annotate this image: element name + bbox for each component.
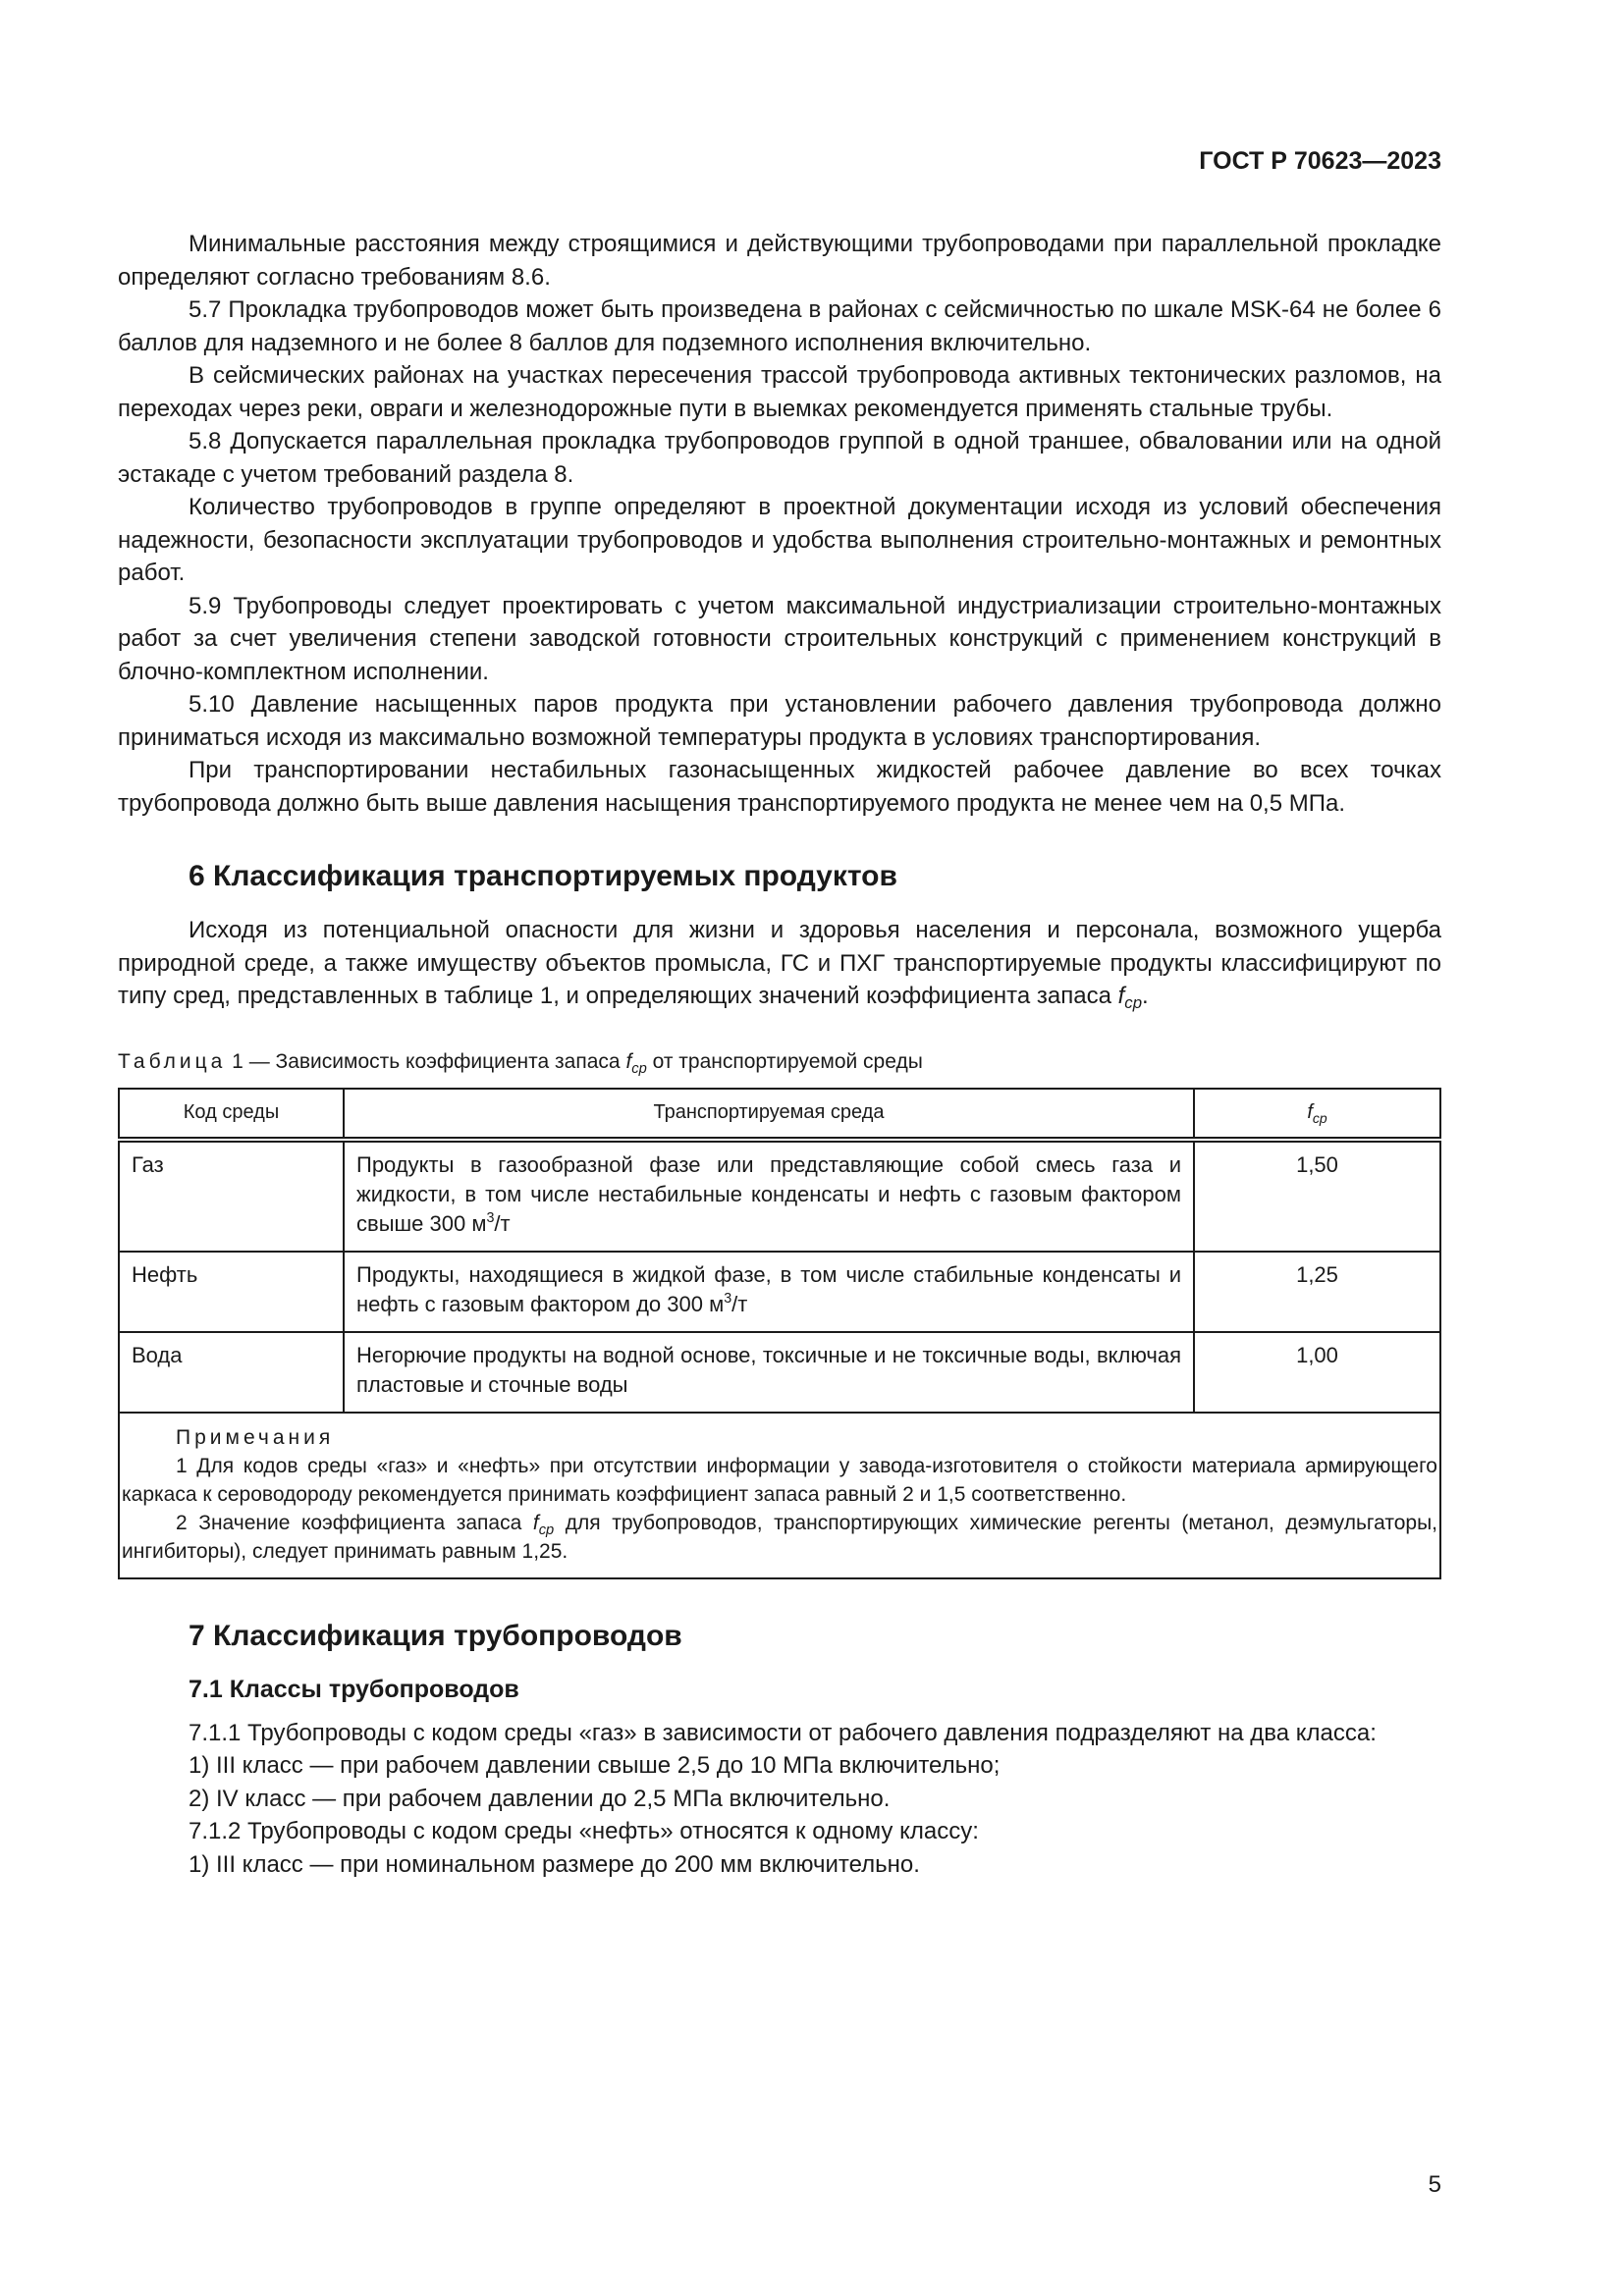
desc-text: Продукты в газообразной фазе или представляющие собой смесь газа и жидкости, в том числе нестабильные конденсаты и нефть с газовым фактором свыше 300 м (356, 1151, 1181, 1236)
cell-code: Нефть (119, 1252, 344, 1332)
superscript: 3 (486, 1209, 495, 1226)
paragraph: 2) IV класс — при рабочем давлении до 2,5 МПа включительно. (189, 1785, 891, 1812)
cell-desc: Негорючие продукты на водной основе, токсичные и не токсичные воды, включая пластовые и сточные воды (344, 1332, 1194, 1413)
cell-code: Вода (119, 1332, 344, 1413)
coefficient-table (118, 1088, 1441, 1579)
paragraph: 1) III класс — при номинальном размере до 200 мм включительно. (189, 1850, 920, 1878)
note-2 (122, 1509, 1437, 1566)
unit: /т (731, 1291, 748, 1316)
note-1: 1 Для кодов среды «газ» и «нефть» при отсутствии информации у завода-изготовителя о стойкости материала армирующего каркаса к сероводороду рекомендуется принимать коэффициент запаса равный 2 и 1,5 соответственно. (122, 1454, 1437, 1506)
symbol-f: f (1307, 1100, 1313, 1123)
symbol-f: f (1117, 983, 1125, 1009)
symbol-f: f (625, 1049, 632, 1073)
paragraph-text: Исходя из потенциальной опасности для жизни и здоровья населения и персонала, возможного ущерба природной среде, а также имуществу объектов промысла, ГС и ПХГ транспортируемые продукты классифицируют по типу сред, представленных в таблице 1, и определяющих значений коэффициента запаса (118, 917, 1441, 1009)
table-notes (119, 1413, 1440, 1578)
paragraph: Минимальные расстояния между строящимися и действующими трубопроводами при параллельной прокладке определяют согласно требованиям 8.6. (118, 231, 1441, 291)
symbol-sub: ср (538, 1522, 555, 1538)
page-body (118, 228, 1441, 1881)
superscript: 3 (724, 1290, 732, 1307)
note-text: 2 Значение коэффициента запаса (176, 1511, 533, 1534)
paragraph: 5.9 Трубопроводы следует проектировать с учетом максимальной индустриализации строительно-монтажных работ за счет увеличения степени заводской готовности строительных конструкций с применением конструкций в блочно-комплектном исполнении. (118, 592, 1441, 685)
cell-value: 1,25 (1194, 1252, 1440, 1332)
symbol-sub: ср (1124, 993, 1143, 1012)
header-fcp (1194, 1089, 1440, 1140)
notes-title: Примечания (176, 1425, 335, 1449)
desc-text: Продукты, находящиеся в жидкой фазе, в том числе стабильные конденсаты и нефть с газовым фактором до 300 м (356, 1261, 1181, 1316)
cell-desc (344, 1252, 1194, 1332)
subsection-7-1-heading: 7.1 Классы трубопроводов (189, 1675, 519, 1703)
symbol-sub: ср (631, 1060, 647, 1077)
page-number: 5 (1428, 2171, 1441, 2198)
table-header-row (119, 1089, 1440, 1140)
symbol-f: f (532, 1511, 539, 1534)
paragraph: 1) III класс — при рабочем давлении свыше 2,5 до 10 МПа включительно; (189, 1752, 1001, 1779)
table-notes-row (119, 1413, 1440, 1578)
section-6-heading: 6 Классификация транспортируемых продуктов (189, 860, 897, 892)
paragraph-end: . (1142, 983, 1149, 1009)
header-medium: Транспортируемая среда (344, 1089, 1194, 1140)
section-6-paragraph (118, 914, 1441, 1013)
cell-code: Газ (119, 1140, 344, 1252)
symbol-sub: ср (1312, 1109, 1327, 1126)
paragraph: В сейсмических районах на участках пересечения трассой трубопровода активных тектонических разломов, на переходах через реки, овраги и железнодорожные пути в выемках рекомендуется применять стальные трубы. (118, 362, 1441, 422)
caption-end: от транспортируемой среды (646, 1049, 923, 1073)
table-row (119, 1332, 1440, 1413)
note-text: для трубопроводов, транспортирующих химические регенты (метанол, деэмульгаторы, ингибиторы), следует принимать равным 1,25. (122, 1511, 1437, 1563)
paragraph: 7.1.2 Трубопроводы с кодом среды «нефть» относятся к одному классу: (189, 1818, 979, 1844)
section-7-heading: 7 Классификация трубопроводов (189, 1619, 682, 1652)
paragraph: 5.10 Давление насыщенных паров продукта при установлении рабочего давления трубопровода должно приниматься исходя из максимально возможной температуры продукта в условиях транспортирования. (118, 691, 1441, 751)
table-caption (118, 1048, 1441, 1076)
paragraph: 5.7 Прокладка трубопроводов может быть произведена в районах с сейсмичностью по шкале MSK-64 не более 6 баллов для надземного и не более 8 баллов для подземного исполнения включительно. (118, 296, 1441, 356)
paragraph: 7.1.1 Трубопроводы с кодом среды «газ» в зависимости от рабочего давления подразделяют на два класса: (189, 1719, 1377, 1746)
table-row (119, 1252, 1440, 1332)
table-row (119, 1140, 1440, 1252)
cell-value: 1,50 (1194, 1140, 1440, 1252)
paragraph: Количество трубопроводов в группе определяют в проектной документации исходя из условий обеспечения надежности, безопасности эксплуатации трубопроводов и удобства выполнения строительно-монтажных и ремонтных работ. (118, 494, 1441, 586)
cell-desc (344, 1140, 1194, 1252)
paragraph: 5.8 Допускается параллельная прокладка трубопроводов группой в одной траншее, обваловании или на одной эстакаде с учетом требований раздела 8. (118, 428, 1441, 488)
header-code: Код среды (119, 1089, 344, 1140)
paragraph: При транспортировании нестабильных газонасыщенных жидкостей рабочее давление во всех точках трубопровода должно быть выше давления насыщения транспортируемого продукта не менее чем на 0,5 МПа. (118, 757, 1441, 817)
document-id: ГОСТ Р 70623—2023 (1199, 147, 1441, 175)
unit: /т (494, 1210, 511, 1236)
cell-value: 1,00 (1194, 1332, 1440, 1413)
caption-text: 1 — Зависимость коэффициента запаса (226, 1049, 626, 1073)
caption-label: Таблица (118, 1049, 227, 1073)
